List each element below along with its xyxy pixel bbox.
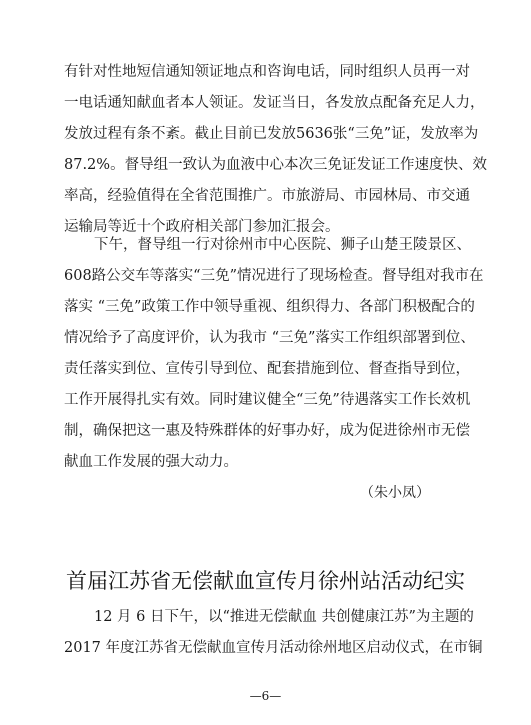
- paragraph-line: 12 月 6 日下午，以“推进无偿献血 共创健康江苏”为主题的: [94, 609, 474, 625]
- paragraph-line: 608路公交车等落实“三免”情况进行了现场检查。督导组对我市在: [64, 268, 484, 284]
- section-title: 首届江苏省无偿献血宣传月徐州站活动纪实: [66, 569, 465, 593]
- paragraph-line: 情况给予了高度评价，认为我市 “三免”落实工作组织部署到位、: [64, 330, 475, 346]
- paragraph-line: 制，确保把这一惠及特殊群体的好事办好，成为促进徐州市无偿: [64, 423, 470, 439]
- paragraph-line: 有针对性地短信通知领证地点和咨询电话，同时组织人员再一对: [64, 64, 470, 80]
- paragraph-line: 运输局等近十个政府相关部门参加汇报会。: [64, 219, 340, 235]
- paragraph-line: 2017 年度江苏省无偿献血宣传月活动徐州地区启动仪式，在市铜: [64, 640, 483, 656]
- paragraph-line: 工作开展得扎实有效。同时建议健全“三免”待遇落实工作长效机: [64, 392, 471, 408]
- author-signature: （朱小凤）: [360, 485, 430, 501]
- paragraph-line: 责任落实到位、宣传引导到位、配套措施到位、督查指导到位，: [64, 361, 470, 377]
- paragraph-line: 下午，督导组一行对徐州市中心医院、狮子山楚王陵景区、: [94, 237, 471, 253]
- paragraph-line: 落实 “三免”政策工作中领导重视、组织得力、各部门积极配合的: [64, 299, 475, 315]
- paragraph-line: 率高，经验值得在全省范围推广。市旅游局、市园林局、市交通: [64, 188, 470, 204]
- page-number: —6—: [249, 689, 282, 703]
- paragraph-line: 献血工作发展的强大动力。: [64, 454, 238, 470]
- paragraph-line: 87.2%。督导组一致认为血液中心本次三免证发证工作速度快、效: [64, 157, 488, 173]
- paragraph-line: 发放过程有条不紊。截止目前已发放5636张“三免”证，发放率为: [64, 126, 479, 142]
- paragraph-line: 一电话通知献血者本人领证。发证当日，各发放点配备充足人力，: [64, 95, 485, 111]
